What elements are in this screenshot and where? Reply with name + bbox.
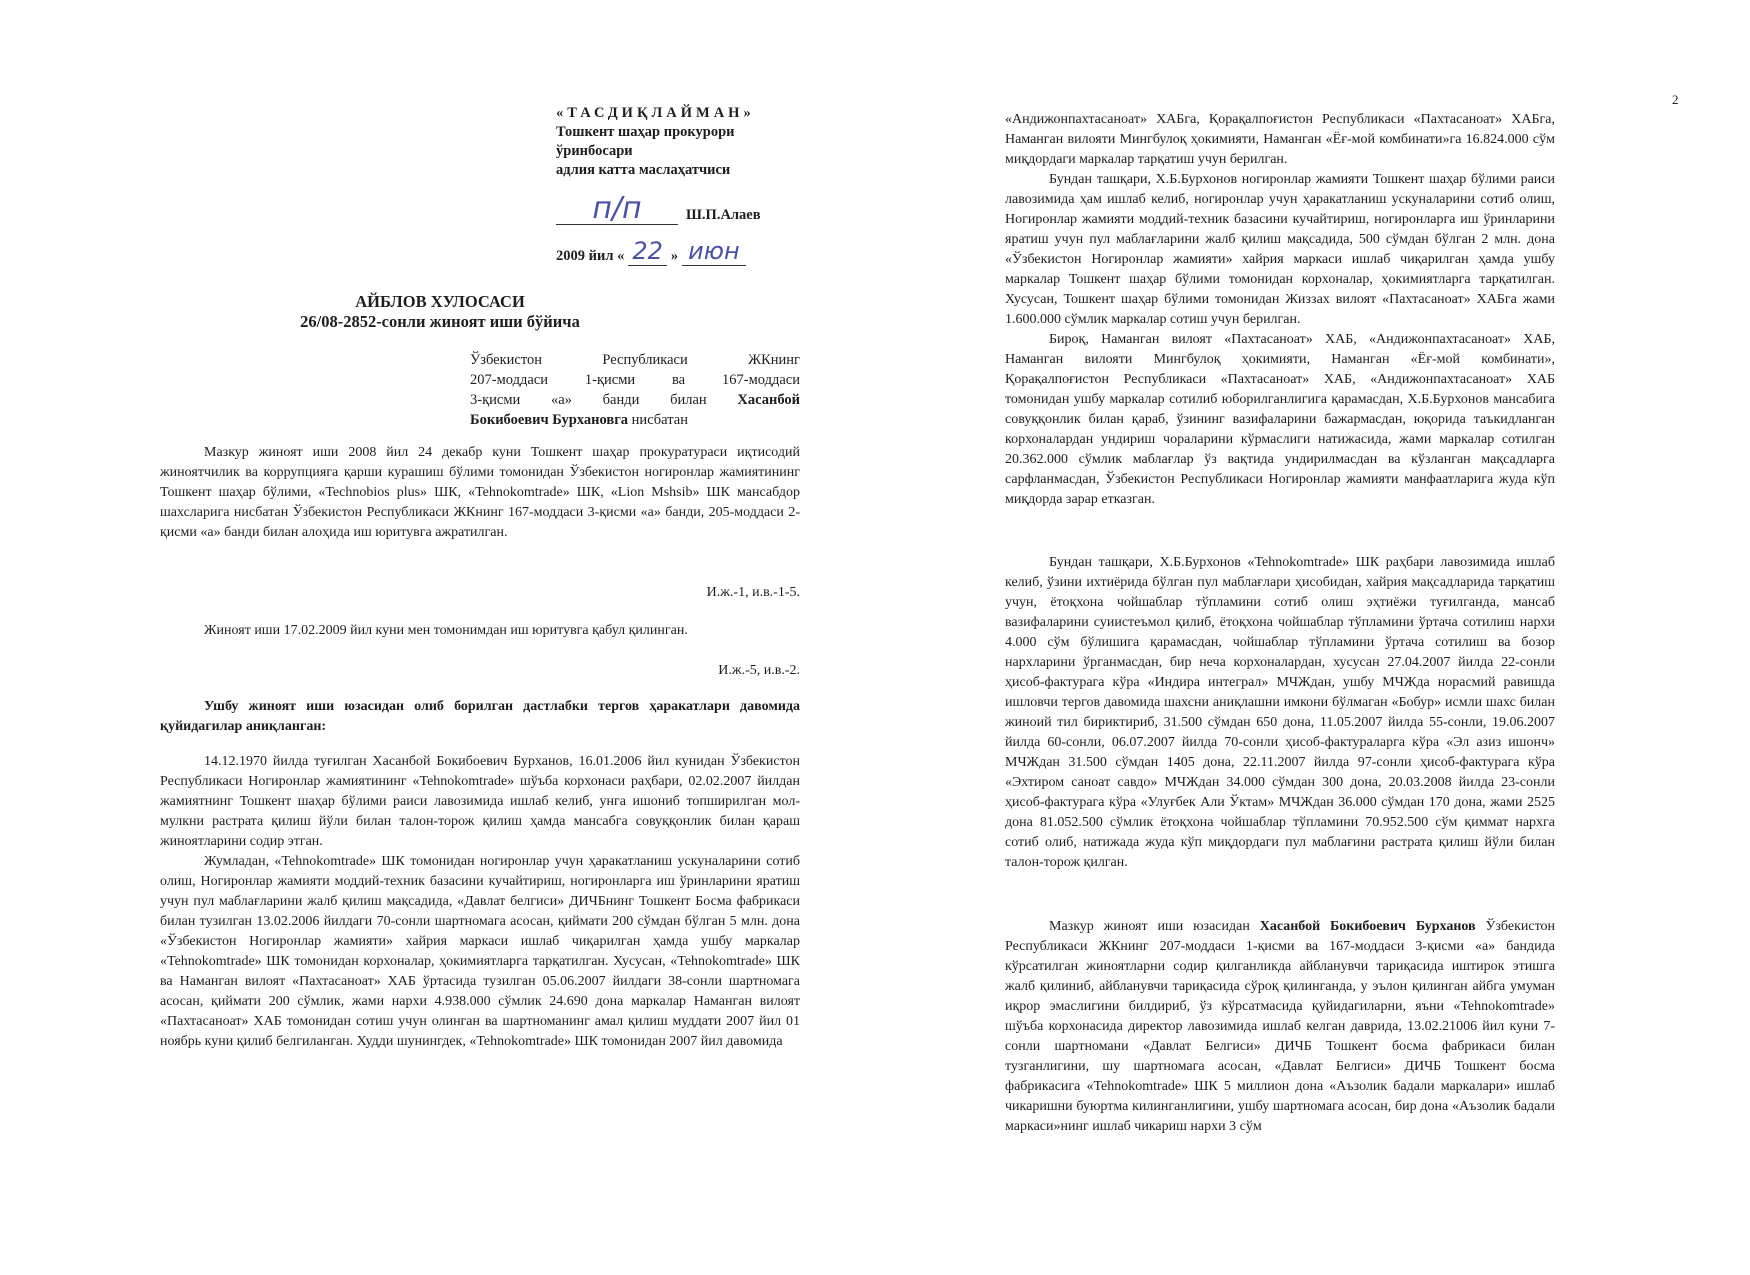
- right-block-1: [1005, 110, 1555, 510]
- left-paragraph-1: [160, 443, 800, 543]
- date-day-close: »: [670, 248, 679, 264]
- date-year: 2009 йил «: [556, 248, 625, 264]
- left-paragraph-2: [160, 621, 800, 641]
- paragraph-details: Жумладан, «Tehnokomtrade» ШК томонидан ногиронлар учун ҳаракатланиш ускуналарини сотиб олиш, Ногиронлар жамияти моддий-техник базасини кучайтириш, ногиронларга иш ўринларини яратиш учун пул маблағларини жалб қилиш мақсадида, «Давлат белгиси» ДИЧБнинг Тошкент Босма фабрикаси билан тузилган 13.02.2006 йилдаги 70-сонли шартномага асосан, қиймати 200 сўмдан бўлган 5 млн. дона «Ўзбекистон Ногиронлар жамияти» хайрия маркаси ишлаб чиқарилган ҳамда ушбу маркалар «Tehnokomtrade» ШК томонидан корхоналар, ҳокимиятларга тарқатилган. Хусусан, «Tehnokomtrade» ШК ва Наманган вилоят «Пахтасаноат» ХАБ ўртасида тузилган 05.06.2007 йилдаги 38-сонли шартномага асосан, қиймати 200 сўмлик, жами нархи 4.938.000 сўмлик 24.690 дона маркалар Наманган вилоят «Пахтасаноат» ХАБ томонидан сотиш учун олинган ва шартноманинг амал қилиш муддати 2007 йил 01 ноябрь куни қилиб белгиланган. Худди шунингдек, «Tehnokomtrade» ШК томонидан 2007 йил давомида: [160, 854, 800, 1049]
- title-main: АЙБЛОВ ХУЛОСАСИ: [355, 292, 525, 311]
- approval-block: [556, 104, 836, 266]
- signer-name: Ш.П.Алаев: [686, 207, 761, 223]
- paragraph-accused-info: 14.12.1970 йилда туғилган Хасанбой Бокибоевич Бурханов, 16.01.2006 йил кунидан Ўзбекистон Республикаси Ногиронлар жамиятининг «Tehnokomtrade» шўъба корхонаси раҳбари, 02.02.2007 йилдан жамиятнинг Тошкент шаҳар бўлими раиси лавозимида ишлаб келиб, унга ишониб топширилган мол-мулкни растрата қилиш йўли билан талон-торож қилиш ҳамда мансабга совуққонлик билан қараш жиноятларини содир этган.: [160, 754, 800, 849]
- subject-line-4: [470, 410, 800, 430]
- paragraph-bedding-purchase: Бундан ташқари, Х.Б.Бурхонов «Tehnokomtrade» ШК раҳбари лавозимида ишлаб келиб, ўзини ихтиёрида бўлган пул маблағлари ҳисобидан, хайрия мақсадларида тарқатиш учун, ётоқхона чойшаблар тўпламини сотиб олиш эҳтиёжи туғилганда, мансаб вазифаларини суиистеъмол қилиб, ётоқхона чойшаблар тўпламини ўртача сотилиш нархи 4.000 сўм бўлишига қарамасдан, чойшаблар тўпламини ўртача сотилиш ва бозор нархларини ўрганмасдан, бир неча корхоналардан, хусусан 27.04.2007 йилда 22-сонли ҳисоб-фактурага кўра «Индира интеграл» МЧЖдан, ушбу МЧЖда норасмий равишда ишловчи тергов давомида шахсни аниқлашни имкони бўлмаган «Бобур» исмли шахс билан жиноий тил бириктириб, 31.500 сўмдан 650 дона, 11.05.2007 йилда 55-сонли, 19.06.2007 йилда 60-сонли, 06.07.2007 йилда 70-сонли ҳисоб-фактураларга кўра «Эл азиз ишонч» МЧЖдан 31.500 сўмдан 1405 дона, 22.11.2007 йилда 97-сонли ҳисоб-фактурага кўра «Эхтиром саноат савдо» МЧЖдан 34.000 сўмдан 300 дона, 20.03.2008 йилда 23-сонли ҳисоб-фактурага кўра «Улуғбек Али Ўктам» МЧЖдан 36.000 сўмдан 170 дона, жами 2525 дона 81.052.500 сўмлик ётоқхона чойшаблар тўпламини 70.952.500 сўм қиммат нархга сотиб олиб, натижада жуда кўп миқдордаги пул маблағини растрата қилиш йўли билан талон-торож қилган.: [1005, 555, 1555, 870]
- left-paragraph-4: [160, 752, 800, 1052]
- subject-line-1: Ўзбекистон Республикаси ЖКнинг: [470, 352, 800, 368]
- left-paragraph-3: [160, 697, 800, 737]
- paragraph-damage: Бироқ, Наманган вилоят «Пахтасаноат» ХАБ, «Андижонпахтасаноат» ХАБ, Наманган вилояти Мингбулоқ ҳокимияти, Наманган «Ёғ-мой комбинати», Қорақалпоғистон Республикаси «Пахтасаноат» ХАБ, «Андижонпахтасаноат» ХАБ томонидан ушбу маркалар сотилиб юборилганлигига қарамасдан, Х.Б.Бурхонов мансабига совуққонлик билан қараб, ўзининг вазифаларини бажармасдан, юқорида таъкидланган корхоналардан ундириш чораларини кўрмаслиги натижасида, жами маркалар сотилган 20.362.000 сўмлик маблағлар ўз вақтида ундирилмасдан ва кўзланган мақсадларга сарфланмасдан, Ўзбекистон Республикаси Ногиронлар жамияти манфаатларига жуда кўп миқдорда зарар етказган.: [1005, 332, 1555, 507]
- subject-line-3-text: 3-қисми «а» банди билан: [470, 392, 738, 408]
- subject-block: [470, 350, 800, 430]
- reference-2: И.ж.-5, и.в.-2.: [718, 663, 800, 678]
- approval-stamp: «ТАСДИҚЛАЙМАН»: [556, 105, 755, 121]
- subject-line-4-text: нисбатан: [628, 412, 688, 428]
- reference-1: И.ж.-1, и.в.-1-5.: [706, 585, 800, 600]
- title-sub: 26/08-2852-сонли жиноят иши бўйича: [300, 312, 580, 331]
- testimony-body: Ўзбекистон Республикаси ЖКнинг 207-моддаси 1-қисми ва 167-моддаси 3-қисми «а» бандида кўрсатилган жиноятларни содир қилганликда айбланувчи тариқасида иштирок этишга жалб қилиниб, айбланувчи тариқасида сўроқ қилинганда, у эълон қилинган айбга умуман иқрор эмаслигини билдириб, ўз кўрсатмасида қуйидагиларни, яъни «Tehnokomtrade» шўъба корхонасида директор лавозимида ишлаб келган даврида, 13.02.21006 йил куни 7-сонли шартномани «Давлат Белгиси» ДИЧБ Тошкент босма фабрикаси билан тузганлигини, шу шартномага асосан, «Давлат Белгиси» ДИЧБ Тошкент босма фабрикасига «Tehnokomtrade» ШК 5 миллион дона «Аъзолик бадали маркалари» ишлаб чикаришни буюртма килинганлигини, ушбу шартномага асосан, бир дона «Аъзолик бадали маркаси»нинг ишлаб чикариш нархи 3 сўм: [1005, 919, 1556, 1134]
- subject-line-3: [470, 390, 800, 410]
- approval-line-2: ўринбосари: [556, 143, 633, 159]
- right-block-2: [1005, 553, 1555, 873]
- paragraph-findings-heading: Ушбу жиноят иши юзасидан олиб борилган дастлабки тергов ҳаракатлари давомида қуйидагилар аниқланган:: [160, 699, 800, 734]
- accused-name: Хасанбой Бокибоевич Бурханов: [1259, 919, 1476, 934]
- approval-line-1: Тошкент шаҳар прокурори: [556, 124, 735, 140]
- signature-row: [556, 191, 836, 226]
- handwritten-day: 22: [632, 237, 663, 265]
- paragraph-continuation: «Андижонпахтасаноат» ХАБга, Қорақалпоғистон Республикаси «Пахтасаноат» ХАБга, Наманган вилояти Мингбулоқ ҳокимияти, Наманган «Ёғ-мой комбинати»га 16.824.000 сўм миқдордаги маркалар тарқатиш учун берилган.: [1005, 112, 1555, 167]
- date-month-field: [682, 239, 746, 266]
- subject-name-first: Хасанбой: [737, 392, 800, 408]
- paragraph-testimony: [1005, 917, 1555, 1137]
- paragraph-tashkent-branch: Бундан ташқари, Х.Б.Бурхонов ногиронлар жамияти Тошкент шаҳар бўлими раиси лавозимида ҳам ишлаб келиб, ногиронлар учун ҳаракатланиш ускуналарини сотиб олиш, Ногиронлар жамияти моддий-техник базасини кучайтириш, ногиронларга иш ўринларини яратиш учун пул маблағларини жалб қилиш мақсадида, 500 сўмдан бўлган 2 млн. дона «Ўзбекистон Ногиронлар жамияти» хайрия маркаси ишлаб чиқарилган ҳамда ушбу маркалар Тошкент шаҳар бўлими томонидан корхоналар, ҳокимиятларга тарқатилган. Хусусан, Тошкент шаҳар бўлими томонидан Жиззах вилоят «Пахтасаноат» ХАБга жами 1.600.000 сўмлик маркалар сотиш учун берилган.: [1005, 172, 1555, 327]
- subject-name-last: Бокибоевич Бурхановга: [470, 412, 629, 428]
- paragraph-acceptance: Жиноят иши 17.02.2009 йил куни мен томонимдан иш юритувга қабул қилинган.: [204, 623, 688, 638]
- approval-date: [556, 239, 836, 266]
- handwritten-month: июн: [688, 237, 740, 265]
- right-block-3: [1005, 917, 1555, 1137]
- document-title: [180, 292, 700, 332]
- paragraph-intro: Мазкур жиноят иши 2008 йил 24 декабр куни Тошкент шаҳар прокуратураси иқтисодий жиноятчилик ва коррупцияга қарши курашиш бўлими томонидан Ўзбекистон ногиронлар жамиятининг Тошкент шаҳар бўлими, «Technobios plus» ШК, «Tehnokomtrade» ШК, «Lion Mshsib» ШК мансабдор шахсларига нисбатан Ўзбекистон Республикаси ЖКнинг 167-моддаси 3-қисми «а» банди, 205-моддаси 2-қисми «а» банди билан алоҳида иш юритувга ажратилган.: [160, 445, 800, 540]
- handwritten-signature: п/п: [592, 191, 642, 226]
- page-number: 2: [1672, 92, 1679, 107]
- page-right: [875, 0, 1750, 1275]
- date-day-field: [628, 239, 667, 266]
- signature-line: [556, 191, 678, 226]
- subject-line-2: 207-моддаси 1-қисми ва 167-моддаси: [470, 372, 800, 388]
- approval-line-3: адлия катта маслаҳатчиси: [556, 162, 731, 178]
- testimony-intro: Мазкур жиноят иши юзасидан: [1049, 919, 1260, 934]
